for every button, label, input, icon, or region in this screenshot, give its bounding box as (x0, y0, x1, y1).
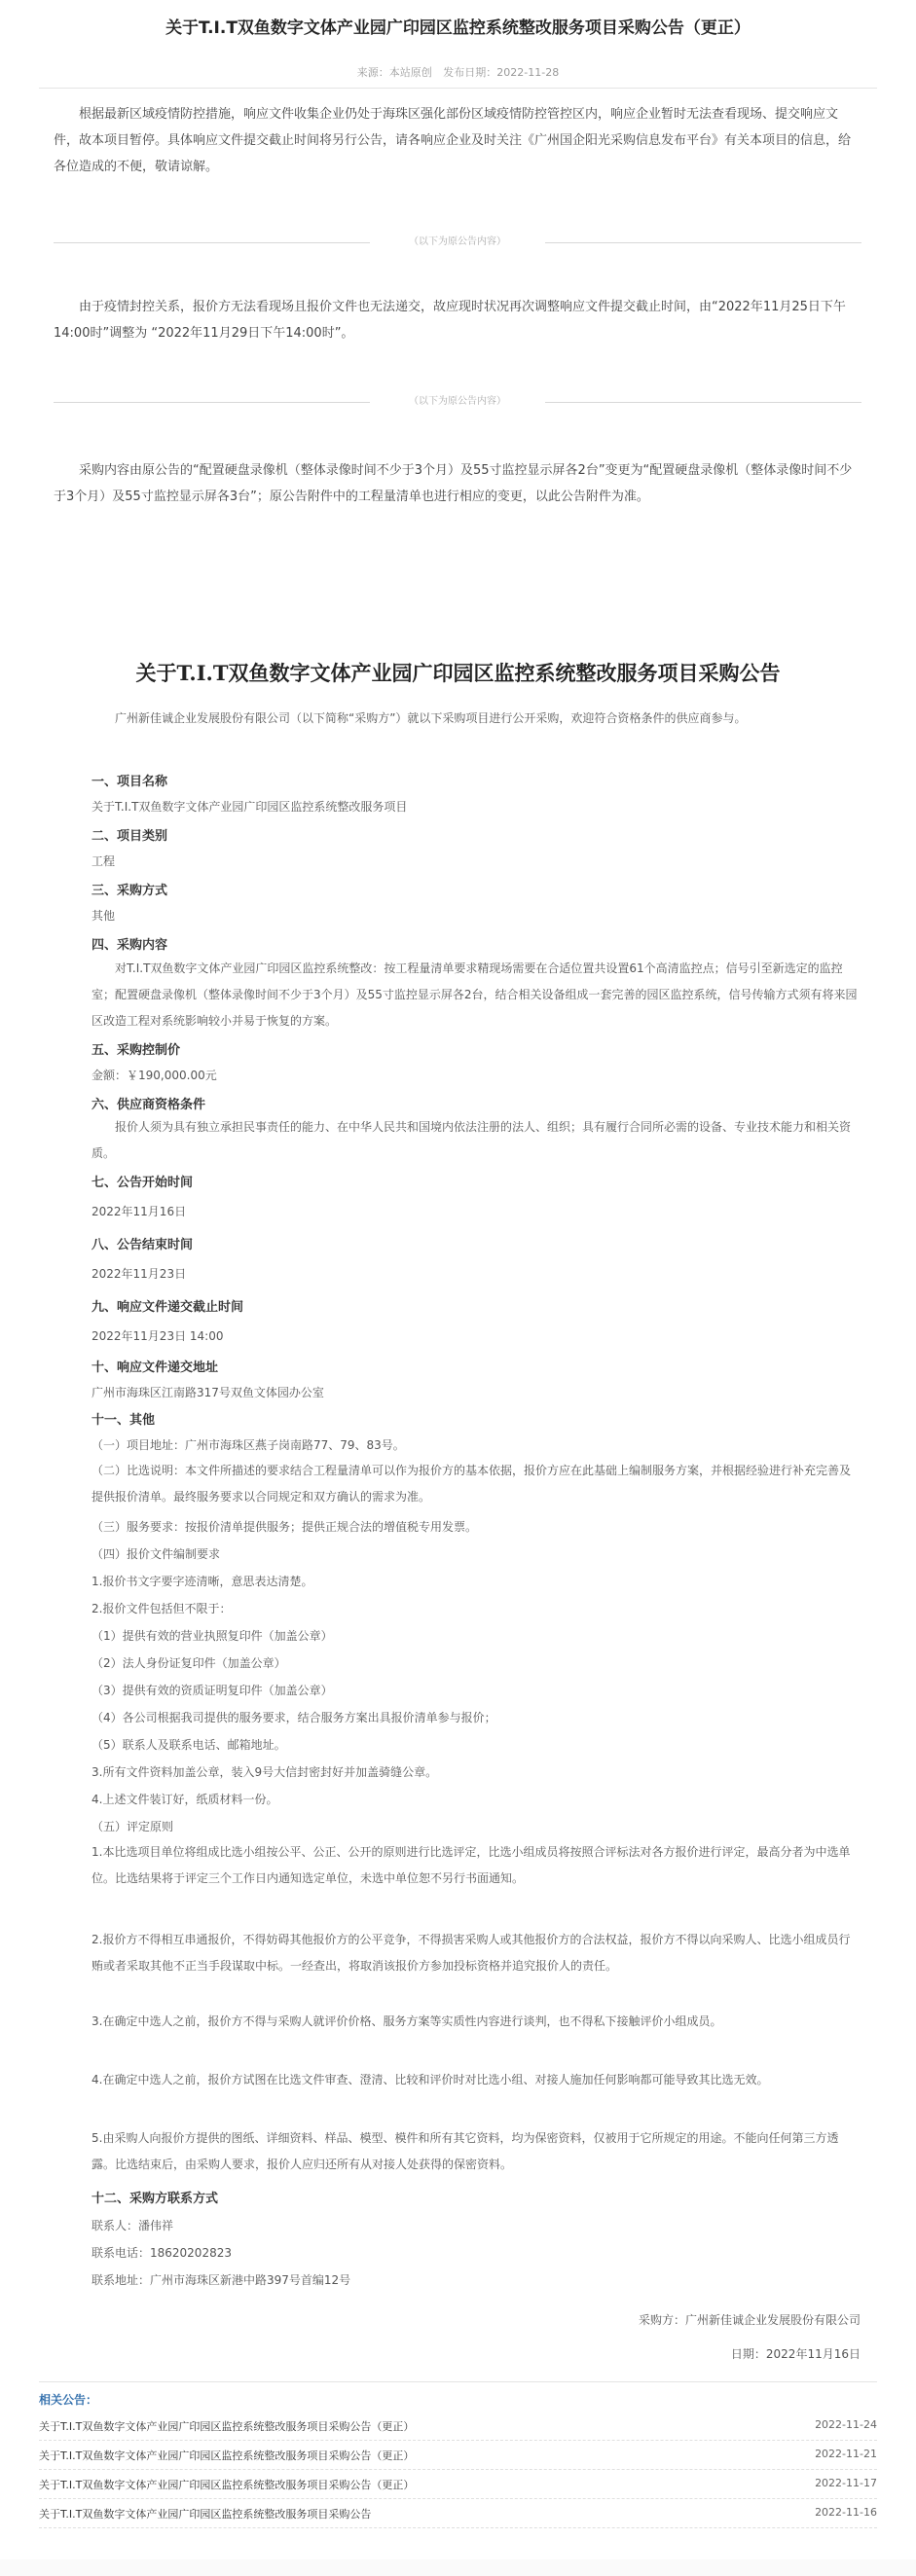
evaluation-rule: 2.报价方不得相互串通报价，不得妨碍其他报价方的公平竞争，不得损害采购人或其他报价方的合法权益，报价方不得以向采购人、比选小组成员行贿或者采取其他不正当手段谋取中标。一经查出，将取消该报价方参加投标资格并追究报价人的责任。 (92, 1933, 851, 1973)
related-notice-row[interactable] (39, 2411, 877, 2441)
other-item: （二）比选说明：本文件所描述的要求结合工程量清单可以作为报价方的基本依据，报价方应在此基础上编制服务方案，并根据经验进行补充完善及提供报价清单。最终服务要求以合同规定和双方确认的需求为准。 (92, 1464, 852, 1504)
related-notice-date: 2022-11-24 (815, 2418, 877, 2431)
header-divider (39, 88, 877, 89)
section-heading: 三、采购方式 (92, 884, 168, 898)
contact-phone: 联系电话：18620202823 (92, 2246, 232, 2260)
section-text: 报价人须为具有独立承担民事责任的能力、在中华人民共和国境内依法注册的法人、组织；具有履行合同所必需的设备、专业技术能力和相关资质。 (92, 1120, 852, 1160)
evaluation-rule: 1.本比选项目单位将组成比选小组按公平、公正、公开的原则进行比选评定，比选小组成员将按照合评标法对各方报价进行评定，最高分者为中选单位。比选结果将于评定三个工作日内通知选定单位，未选中单位恕不另行书面通知。 (92, 1845, 851, 1885)
other-item: （四）报价文件编制要求 (92, 1547, 221, 1561)
related-notice-date: 2022-11-21 (815, 2448, 877, 2460)
evaluation-rule: 4.在确定中选人之前，报价方试图在比选文件审查、澄清、比较和评价时对比选小组、对接人施加任何影响都可能导致其比选无效。 (92, 2073, 769, 2086)
related-notice-row[interactable] (39, 2469, 877, 2499)
original-notice-title: 关于T.I.T双鱼数字文体产业园广印园区监控系统整改服务项目采购公告 (135, 661, 781, 685)
section-heading: 十、响应文件递交地址 (92, 1361, 219, 1375)
other-item: 2.报价文件包括但不限于： (92, 1602, 232, 1615)
other-item: （五）评定原则 (92, 1820, 174, 1833)
section-heading: 一、项目名称 (92, 775, 168, 789)
other-item: 1.报价书文字要字迹清晰，意思表达清楚。 (92, 1575, 313, 1588)
page-bottom-strip (0, 2559, 916, 2576)
section-text: 对T.I.T双鱼数字文体产业园广印园区监控系统整改：按工程量清单要求精现场需要在合适位置共设置61个高清监控点；信号引至新选定的监控室；配置硬盘录像机（整体录像时间不少于3个月）及55寸监控显示屏各2台，结合相关设备组成一套完善的园区监控系统，信号传输方式须有将来园区改造工程对系统影响较小并易于恢复的方案。 (92, 961, 858, 1028)
section-heading: 二、项目类别 (92, 829, 168, 844)
buyer-signature: 采购方：广州新佳诚企业发展股份有限公司 (638, 2313, 861, 2327)
contact-person: 联系人：潘伟祥 (92, 2219, 174, 2232)
related-divider (39, 2381, 877, 2382)
other-item: （1）提供有效的营业执照复印件（加盖公章） (92, 1629, 333, 1643)
section-heading: 十一、其他 (92, 1413, 156, 1428)
related-notice-date: 2022-11-17 (815, 2477, 877, 2489)
section-text: 关于T.I.T双鱼数字文体产业园广印园区监控系统整改服务项目 (92, 800, 408, 814)
intro-paragraph: 广州新佳诚企业发展股份有限公司（以下简称“采购方”）就以下采购项目进行公开采购，欢迎符合资格条件的供应商参与。 (115, 711, 747, 725)
contact-address: 联系地址：广州市海珠区新港中路397号首编12号 (92, 2273, 351, 2287)
notice-paragraph-3: 采购内容由原公告的“配置硬盘录像机（整体录像时间不少于3个月）及55寸监控显示屏各2台”变更为“配置硬盘录像机（整体录像时间不少于3个月）及55寸监控显示屏各3台”；原公告附件中的工程量清单也进行相应的变更，以此公告附件为准。 (54, 463, 853, 504)
section-text: 2022年11月16日 (92, 1205, 187, 1218)
section-text: 2022年11月23日 14:00 (92, 1329, 224, 1343)
control-price: 金额：￥190,000.00元 (92, 1069, 217, 1082)
section-heading: 七、公告开始时间 (92, 1176, 194, 1190)
related-notice-link[interactable]: 关于T.I.T双鱼数字文体产业园广印园区监控系统整改服务项目采购公告（更正） (39, 2420, 415, 2433)
related-notice-link[interactable]: 关于T.I.T双鱼数字文体产业园广印园区监控系统整改服务项目采购公告（更正） (39, 2449, 415, 2462)
other-item: （3）提供有效的资质证明复印件（加盖公章） (92, 1684, 333, 1697)
divider-label: （以下为原公告内容） (409, 396, 506, 407)
other-item: 3.所有文件资料加盖公章，装入9号大信封密封好并加盖骑缝公章。 (92, 1765, 438, 1779)
notice-paragraph-1: 根据最新区域疫情防控措施，响应文件收集企业仍处于海珠区强化部份区域疫情防控管控区内，响应企业暂时无法查看现场、提交响应文件，故本项目暂停。具体响应文件提交截止时间将另行公告，请各响应企业及时关注《广州国企阳光采购信息发布平台》有关本项目的信息，给各位造成的不便，敬请谅解。 (54, 107, 852, 174)
evaluation-rule: 3.在确定中选人之前，报价方不得与采购人就评价价格、服务方案等实质性内容进行谈判，也不得私下接触评价小组成员。 (92, 2014, 722, 2028)
section-heading: 六、供应商资格条件 (92, 1098, 206, 1112)
evaluation-rule: 5.由采购人向报价方提供的图纸、详细资料、样品、模型、模件和所有其它资料，均为保密资料，仅被用于它所规定的用途。不能向任何第三方透露。比选结束后，由采购人要求，报价人应归还所有从对接人处获得的保密资料。 (92, 2131, 839, 2171)
section-text: 工程 (92, 854, 116, 868)
other-item: （一）项目地址：广州市海珠区燕子岗南路77、79、83号。 (92, 1438, 405, 1452)
related-notice-date: 2022-11-16 (815, 2506, 877, 2519)
other-item: 4.上述文件装订好，纸质材料一份。 (92, 1793, 278, 1806)
section-text: 其他 (92, 909, 116, 923)
divider-label: （以下为原公告内容） (409, 236, 506, 247)
related-notice-link[interactable]: 关于T.I.T双鱼数字文体产业园广印园区监控系统整改服务项目采购公告（更正） (39, 2479, 415, 2491)
notice-paragraph-2: 由于疫情封控关系，报价方无法看现场且报价文件也无法递交，故应现时状况再次调整响应文件提交截止时间，由“2022年11月25日下午14:00时”调整为 “2022年11月29日下午14:00时”。 (54, 300, 846, 341)
section-heading: 八、公告结束时间 (92, 1238, 194, 1252)
original-content-divider (54, 395, 861, 409)
other-item: （2）法人身份证复印件（加盖公章） (92, 1656, 286, 1670)
source-label: 来源：本站原创 (356, 66, 432, 79)
publish-date: 发布日期：2022-11-28 (443, 66, 560, 79)
section-heading: 九、响应文件递交截止时间 (92, 1300, 244, 1315)
notice-date: 日期：2022年11月16日 (730, 2347, 861, 2361)
other-item: （4）各公司根据我司提供的服务要求，结合服务方案出具报价清单参与报价； (92, 1711, 496, 1724)
article-meta (0, 64, 916, 80)
section-heading: 十二、采购方联系方式 (92, 2192, 219, 2206)
section-heading: 五、采购控制价 (92, 1043, 181, 1058)
section-text: 2022年11月23日 (92, 1267, 187, 1281)
related-notice-row[interactable] (39, 2498, 877, 2528)
other-item: （三）服务要求：按报价清单提供服务；提供正规合法的增值税专用发票。 (92, 1520, 478, 1534)
other-item: （5）联系人及联系电话、邮箱地址。 (92, 1738, 286, 1752)
related-notices-title: 相关公告： (39, 2393, 98, 2407)
section-text: 广州市海珠区江南路317号双鱼文体园办公室 (92, 1386, 324, 1399)
related-notice-link[interactable]: 关于T.I.T双鱼数字文体产业园广印园区监控系统整改服务项目采购公告 (39, 2508, 372, 2521)
related-notice-row[interactable] (39, 2440, 877, 2470)
original-content-divider (54, 236, 861, 249)
page-title: 关于T.I.T双鱼数字文体产业园广印园区监控系统整改服务项目采购公告（更正） (165, 18, 751, 38)
section-heading: 四、采购内容 (92, 938, 168, 953)
